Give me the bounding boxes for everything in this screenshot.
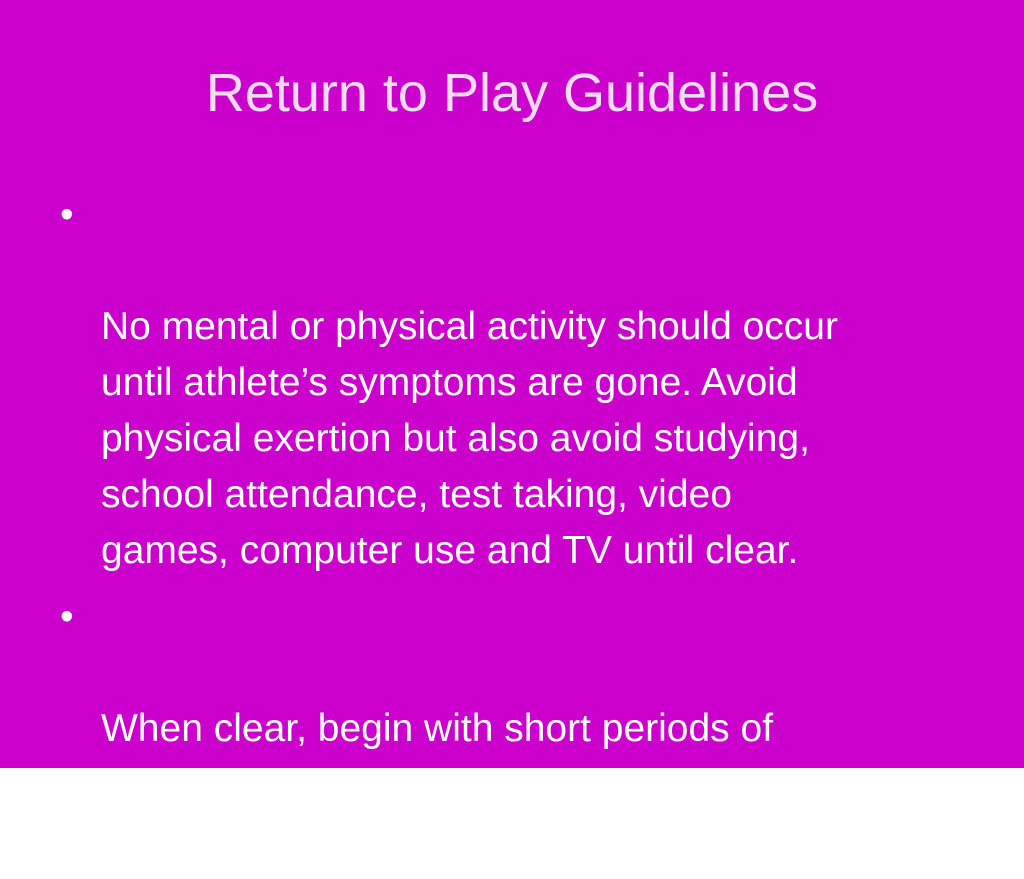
- bullet-text: No mental or physical activity should occur until athlete’s symptoms are gone. Avoid physical exertion but also avoid studying, school attendance, test taking, video games, computer use and TV until clear.: [101, 305, 838, 572]
- bullet-text: When clear, begin with short periods of reading, focusing and an abbreviated school day as tolerated.: [101, 707, 774, 862]
- bullet-dot-icon: •: [60, 193, 74, 236]
- bullet-item-when-clear: [58, 589, 978, 869]
- bullet-list: [58, 187, 978, 879]
- bullet-item-symptoms: [58, 187, 978, 579]
- slide-title: Return to Play Guidelines: [205, 63, 819, 123]
- bullet-dot-icon: •: [60, 595, 74, 638]
